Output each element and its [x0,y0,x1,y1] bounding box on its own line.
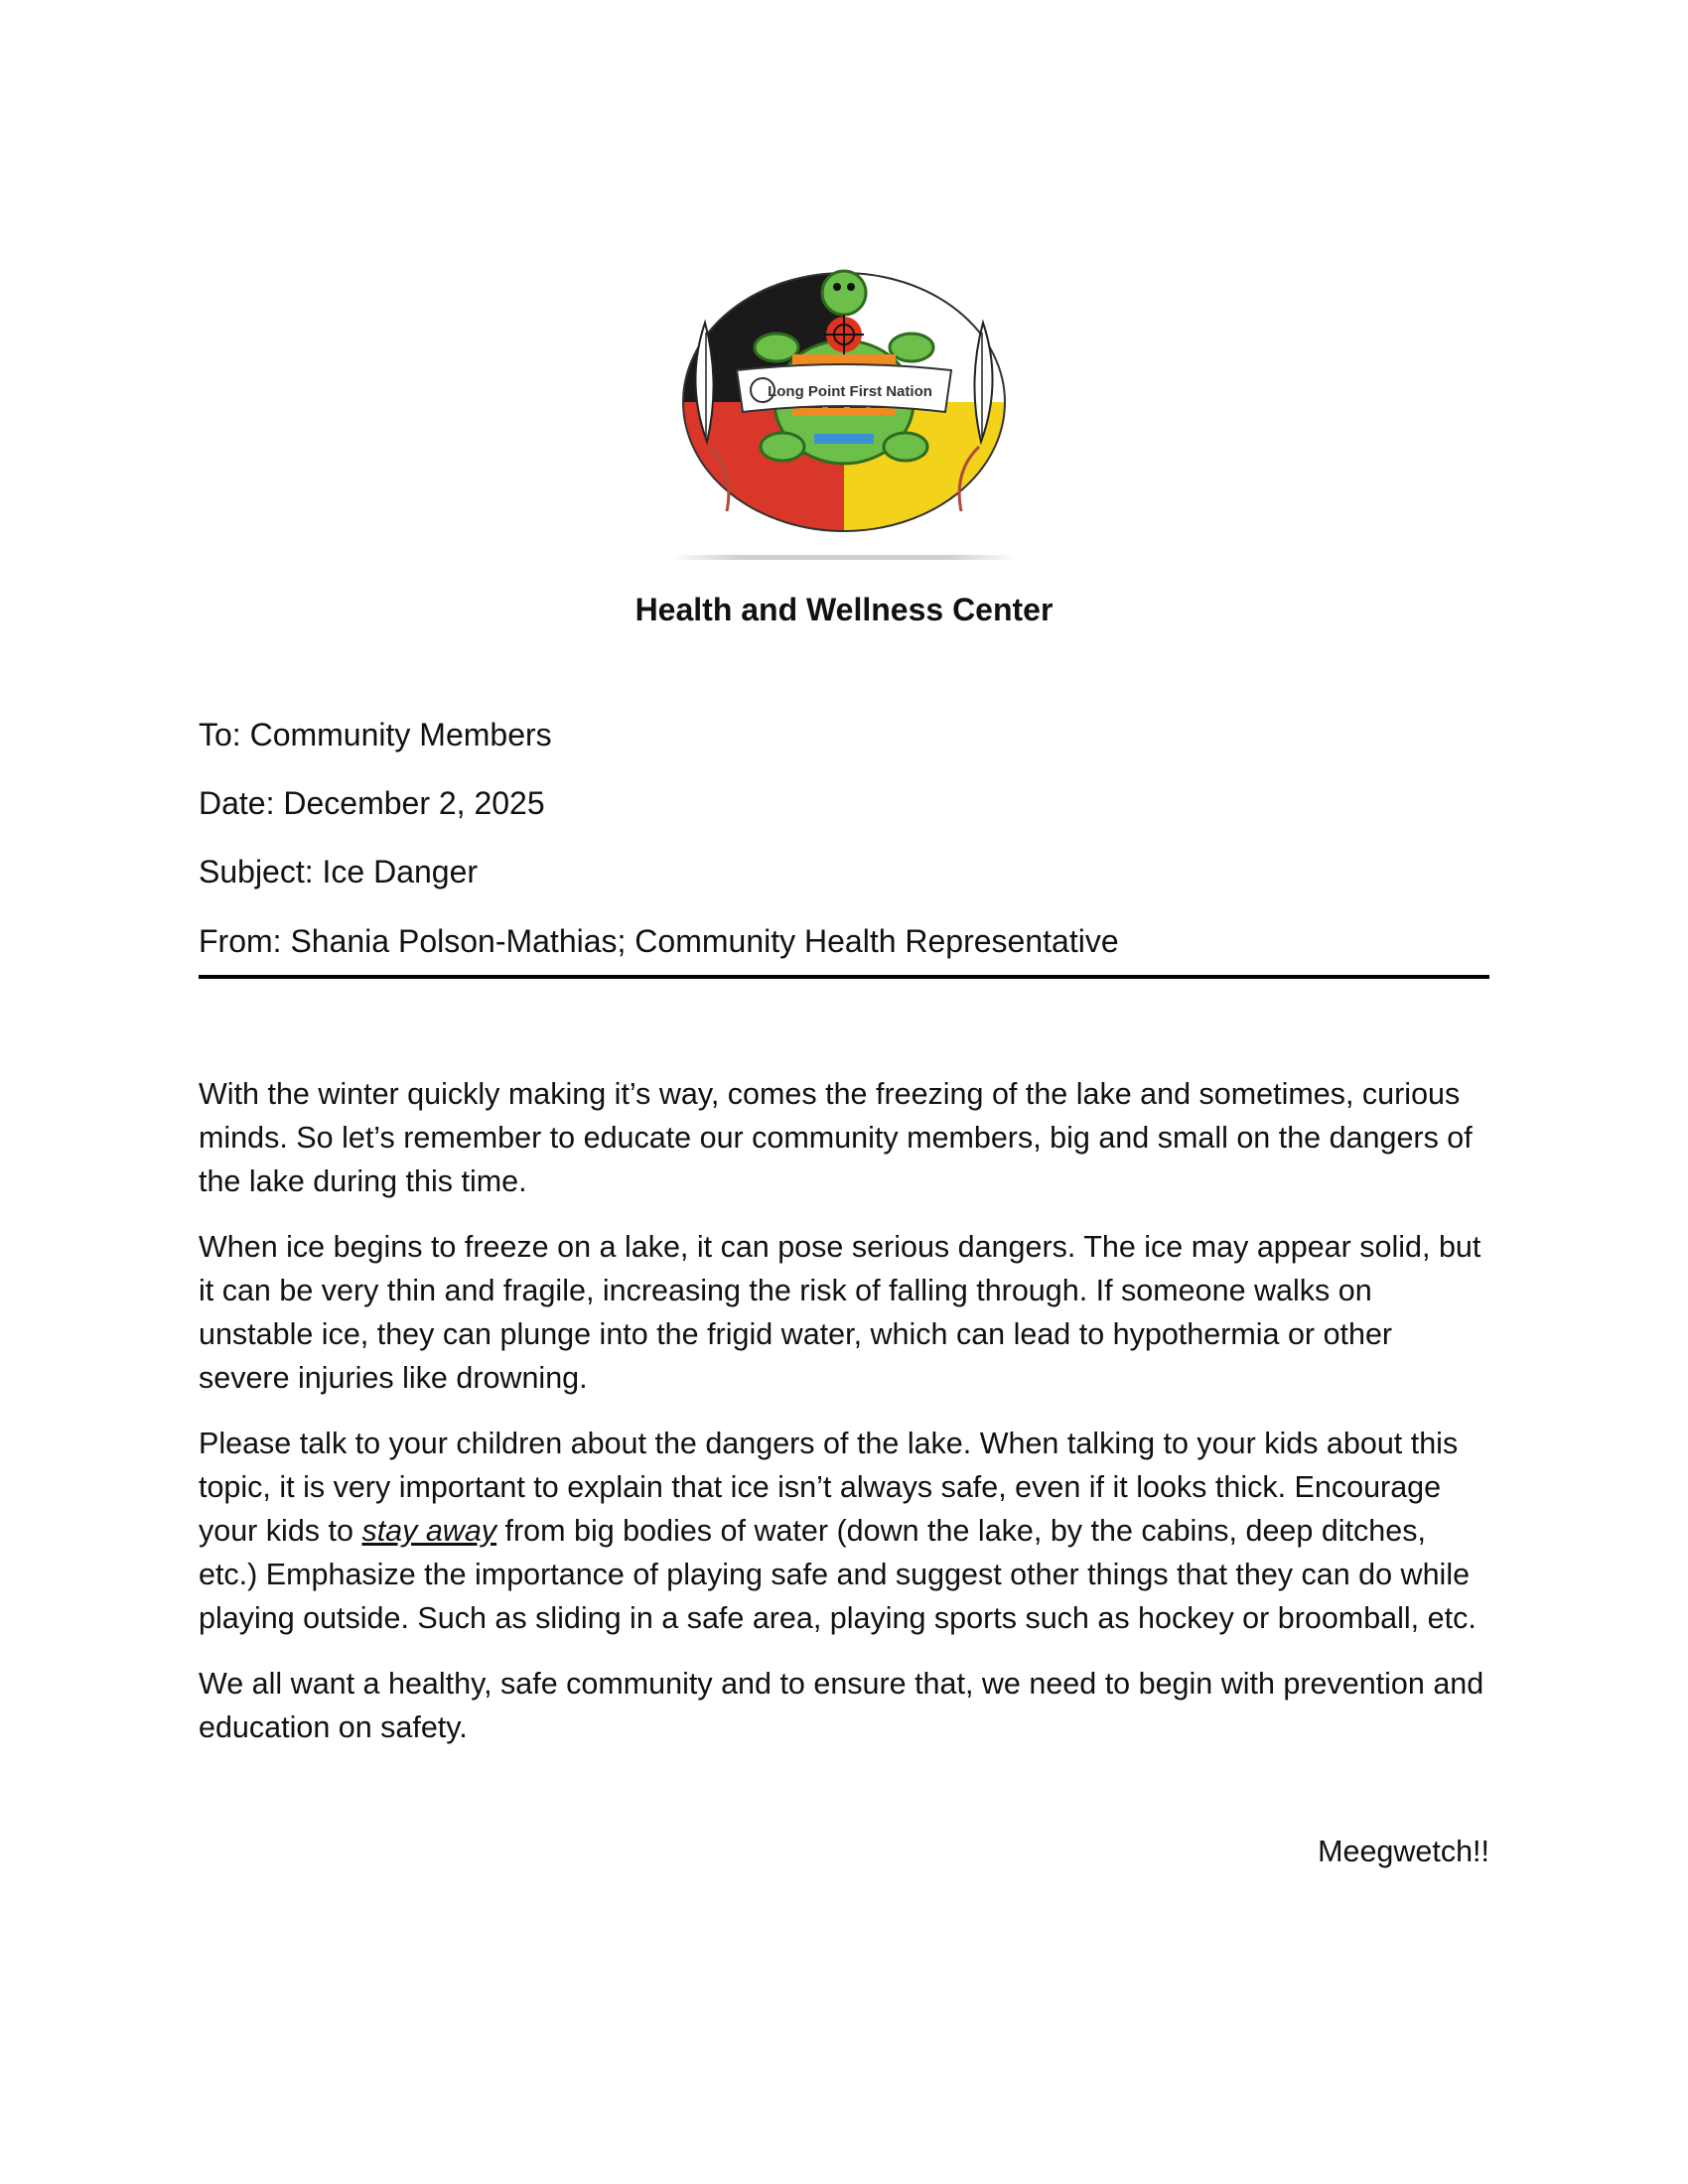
memo-subject: Subject: Ice Danger [199,854,479,889]
memo-body [199,1072,1489,1771]
memo-date: Date: December 2, 2025 [199,785,545,821]
closing-signoff: Meegwetch!! [1318,1835,1489,1868]
memo-from: From: Shania Polson-Mathias; Community Health Representative [199,923,1119,959]
paragraph-3-text-start: Please talk to your children about the dangers of the lake. When talking to your kids about this topic, it is very important to explain that ice isn’t always safe, even if it looks thick. Encourage your kids to [199,1427,1459,1548]
body-paragraph-3 [199,1422,1489,1640]
logo-banner-text: Long Point First Nation [768,383,932,400]
page-title: Health and Wellness Center [634,592,1054,627]
paragraph-3-text-end: from big bodies of water (down the lake, by the cabins, deep ditches, etc.) Emphasize the importance of playing safe and suggest other things that they can do while playing outside. Such as sliding in a safe area, playing sports such as hockey or broomball, etc. [199,1514,1477,1635]
memo-to: To: Community Members [199,717,552,752]
header-divider [199,975,1489,979]
stay-away-emphasis: stay away [361,1514,497,1548]
body-paragraph-2: When ice begins to freeze on a lake, it can pose serious dangers. The ice may appear solid, but it can be very thin and fragile, increasing the risk of falling through. If someone walks on unstable ice, they can plunge into the frigid water, which can lead to hypothermia or other severe injuries like drowning. [199,1230,1481,1395]
long-point-first-nation-logo [675,263,1013,561]
logo-underline [670,555,1018,560]
body-paragraph-4: We all want a healthy, safe community and to ensure that, we need to begin with prevention and education on safety. [199,1667,1484,1744]
body-paragraph-1: With the winter quickly making it’s way, comes the freezing of the lake and sometimes, curious minds. So let’s remember to educate our community members, big and small on the dangers of the lake during this time. [199,1077,1473,1198]
